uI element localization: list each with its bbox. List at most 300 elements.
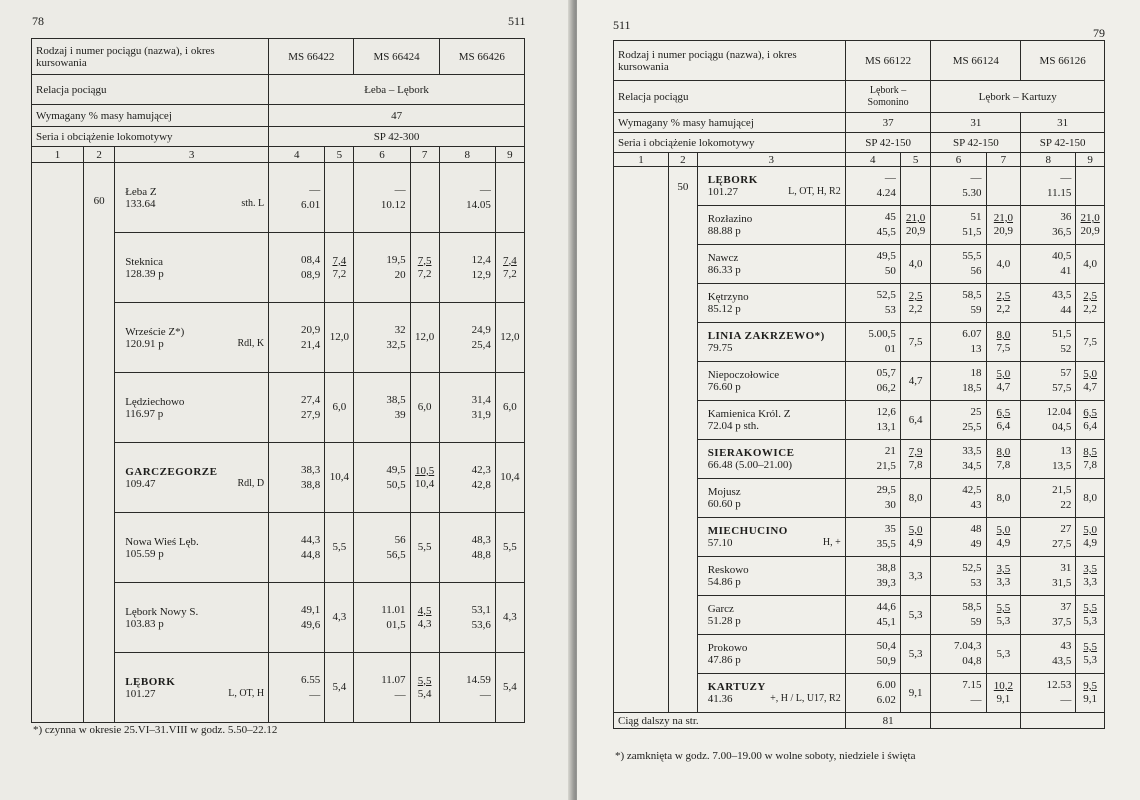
time-cell (269, 303, 325, 373)
station-cell (697, 206, 845, 245)
station-km-line (125, 408, 264, 420)
departure-time: 14.05 (466, 198, 491, 211)
run-time-cell (410, 163, 439, 233)
arrival-time: 6.00 (876, 679, 896, 691)
departure-time: 37,5 (1052, 616, 1072, 628)
departure-time: 43,5 (1052, 655, 1072, 667)
run-time (1083, 258, 1097, 271)
time-cell (1021, 362, 1076, 401)
run-time-cell (1076, 167, 1105, 206)
time-cell (931, 440, 986, 479)
run-time (330, 331, 349, 344)
station-name: Rozłazino (707, 213, 753, 225)
speed-value: 60 (84, 163, 115, 723)
time-cell (931, 635, 986, 674)
station-km-line (125, 688, 264, 700)
arrival-time: 11.01 (381, 603, 406, 616)
run-time (909, 446, 923, 472)
run-time-actual: 5,4 (332, 681, 347, 693)
departure-time: 11.15 (1047, 187, 1072, 199)
run-time-cell (900, 440, 931, 479)
time-cell (1021, 479, 1076, 518)
arrival-time: 14.59 (466, 673, 491, 686)
station-cell (697, 245, 845, 284)
station-cell (697, 323, 845, 362)
departure-time: 5.30 (962, 187, 982, 199)
departure-time: 27,9 (301, 408, 321, 421)
station-name: Garcz (707, 603, 734, 615)
time-cell (931, 479, 986, 518)
arrival-time: 49,1 (301, 603, 321, 616)
station-cell (697, 440, 845, 479)
run-time-cell (986, 167, 1021, 206)
station-km: 101.27 (707, 186, 738, 198)
station-km-line (708, 342, 841, 354)
arrival-time: 21 (884, 445, 896, 457)
arrival-time: 13 (1060, 445, 1072, 457)
arrival-time: 51,5 (1052, 328, 1072, 340)
run-time (997, 368, 1011, 394)
time-cell (845, 323, 900, 362)
brake-value: 31 (1021, 113, 1105, 133)
station-km-line (708, 225, 841, 237)
run-time-cell (495, 233, 524, 303)
station-km: 103.83 p (125, 617, 164, 630)
station-name: Kętrzyno (707, 291, 749, 303)
run-time-cell (1076, 596, 1105, 635)
run-time (909, 414, 923, 427)
arrival-time: — (1060, 172, 1072, 184)
departure-time: 4.24 (876, 187, 896, 199)
station-notes: sth. L (241, 197, 265, 209)
run-time-actual: 20,9 (1080, 225, 1100, 237)
time-cell (439, 303, 495, 373)
run-time (909, 492, 923, 505)
run-time-actual: 4,3 (332, 611, 347, 623)
station-km: 54.86 p (707, 576, 741, 588)
run-time-cell (900, 557, 931, 596)
departure-time: 36,5 (1052, 226, 1072, 238)
time-cell (931, 284, 986, 323)
run-time (1081, 212, 1100, 238)
run-time-actual: 5,3 (996, 615, 1011, 627)
run-time-allowed: 5,0 (908, 524, 923, 536)
run-time (418, 541, 432, 554)
station-km-line (708, 498, 841, 510)
run-time-allowed: 6,5 (1083, 407, 1098, 419)
station-km-line (708, 420, 841, 432)
arrival-time: — (970, 172, 982, 184)
run-time-actual: 5,3 (908, 608, 923, 621)
run-time-cell (900, 635, 931, 674)
run-time-allowed: 7,5 (417, 254, 432, 267)
departure-time: 6.02 (876, 694, 896, 706)
run-time-cell (900, 479, 931, 518)
time-cell (1021, 245, 1076, 284)
run-time-allowed: 10,2 (993, 680, 1014, 692)
run-time-actual: 3,3 (996, 576, 1011, 588)
time-cell (354, 653, 410, 723)
run-time (997, 492, 1011, 505)
relation-label: Relacja pociągu (614, 81, 846, 113)
run-time-cell (1076, 557, 1105, 596)
station-name: Nawcz (707, 252, 739, 264)
run-time-cell (986, 284, 1021, 323)
run-time-actual: 12,0 (329, 331, 349, 343)
time-cell (931, 362, 986, 401)
run-time-cell (325, 583, 354, 653)
run-time-cell (986, 557, 1021, 596)
time-cell (269, 583, 325, 653)
arrival-time: 38,5 (386, 393, 406, 406)
time-cell (1021, 557, 1076, 596)
station-km-line (708, 654, 841, 666)
column-number: 8 (1021, 153, 1076, 167)
time-cell (845, 479, 900, 518)
speed-value: 50 (669, 167, 698, 713)
run-time (418, 605, 432, 631)
run-time-actual: 7,8 (908, 459, 923, 471)
departure-time: 51,5 (962, 226, 982, 238)
timetable-body (32, 163, 525, 723)
station-name: LĘBORK (707, 174, 758, 186)
run-time-cell (325, 233, 354, 303)
run-time (997, 258, 1011, 271)
run-time (909, 290, 923, 316)
time-cell (1021, 323, 1076, 362)
station-km: 105.59 p (125, 547, 164, 560)
arrival-time: 53,1 (471, 603, 491, 616)
run-time-allowed: 5,5 (1083, 602, 1098, 614)
loco-value: SP 42-150 (845, 133, 931, 153)
timetable-right (613, 40, 1105, 729)
station-cell (697, 674, 845, 713)
station-cell (115, 443, 269, 513)
run-time-actual: 20,9 (906, 225, 926, 237)
arrival-time: 55,5 (962, 250, 982, 262)
station-km-line (125, 618, 264, 630)
run-time-allowed: 8,0 (996, 446, 1011, 458)
arrival-time: 6.55 (301, 673, 321, 686)
column-number: 9 (495, 147, 524, 163)
departure-time: 43 (970, 499, 982, 511)
station-cell (697, 362, 845, 401)
time-cell (845, 167, 900, 206)
time-cell (354, 163, 410, 233)
station-name: Łeba Z (125, 185, 157, 198)
run-time (332, 401, 346, 414)
time-cell (269, 513, 325, 583)
station-km-line (125, 548, 264, 560)
run-time-cell (325, 373, 354, 443)
arrival-time: 38,3 (301, 463, 321, 476)
run-time-actual: 5,3 (1083, 654, 1098, 666)
column-number: 7 (410, 147, 439, 163)
run-time-cell (986, 362, 1021, 401)
station-name: SIERAKOWICE (707, 447, 795, 459)
run-time (503, 401, 517, 414)
departure-time: 50 (884, 265, 896, 277)
departure-time: 53 (970, 577, 982, 589)
departure-time: 52 (1060, 343, 1072, 355)
arrival-time: 12,6 (876, 406, 896, 418)
time-cell (845, 635, 900, 674)
arrival-time: 35 (884, 523, 896, 535)
departure-time: 45,5 (876, 226, 896, 238)
time-cell (354, 583, 410, 653)
run-time (1083, 492, 1097, 505)
run-time-allowed: 21,0 (906, 212, 926, 224)
station-km-line (708, 576, 841, 588)
arrival-time: 51 (970, 211, 982, 223)
time-cell (1021, 674, 1076, 713)
time-cell (845, 401, 900, 440)
arrival-time: 27,4 (301, 393, 321, 406)
relation-value: Lębork – Kartuzy (931, 81, 1105, 113)
station-km-line (708, 459, 841, 471)
run-time-actual: 5,4 (503, 681, 517, 693)
run-time-actual: 7,5 (996, 342, 1011, 354)
column-number: 2 (669, 153, 698, 167)
time-cell (931, 557, 986, 596)
run-time-allowed: 5,0 (1083, 524, 1098, 536)
run-time-cell (495, 653, 524, 723)
run-time-actual: 2,2 (1083, 303, 1098, 315)
run-time-cell (1076, 401, 1105, 440)
departure-time: 35,5 (876, 538, 896, 550)
run-time-allowed: 8,0 (996, 329, 1011, 341)
run-time-cell (900, 284, 931, 323)
run-time-cell (1076, 206, 1105, 245)
run-time (503, 611, 517, 624)
run-time-cell (410, 373, 439, 443)
station-km-line (708, 615, 841, 627)
run-time-cell (1076, 323, 1105, 362)
run-time-allowed: 5,5 (1083, 641, 1098, 653)
run-time-actual: 9,1 (1083, 693, 1098, 705)
station-km: 88.88 p (707, 225, 741, 237)
time-cell (439, 653, 495, 723)
station-notes: L, OT, H (228, 687, 265, 699)
run-time-cell (900, 245, 931, 284)
blank-column (32, 163, 84, 723)
run-time-cell (495, 583, 524, 653)
station-notes: Rdl, K (237, 337, 265, 349)
arrival-time: 52,5 (876, 289, 896, 301)
run-time (503, 681, 517, 694)
station-notes: +, H / L, U17, R2 (770, 693, 841, 704)
arrival-time: 18 (970, 367, 982, 379)
departure-time: 01 (884, 343, 896, 355)
run-time-actual: 7,5 (1083, 335, 1098, 348)
time-cell (354, 443, 410, 513)
run-time (332, 255, 346, 281)
run-time-cell (1076, 362, 1105, 401)
station-km-line (125, 478, 264, 490)
station-km: 109.47 (125, 477, 156, 490)
run-time-actual: 5,5 (417, 541, 432, 553)
run-time-allowed: 3,5 (996, 563, 1011, 575)
station-km-line (708, 264, 841, 276)
station-km: 72.04 p sth. (707, 420, 760, 432)
departure-time: 13,1 (876, 421, 896, 433)
departure-time: 18,5 (962, 382, 982, 394)
arrival-time: 11.07 (381, 673, 406, 686)
run-time-actual: 4,9 (908, 537, 923, 549)
departure-time: — (394, 688, 406, 701)
arrival-time: 31 (1060, 562, 1072, 574)
blank-column (614, 167, 669, 713)
run-time-cell (495, 373, 524, 443)
run-time-actual: 5,3 (1083, 615, 1098, 627)
run-time-actual: 20,9 (993, 225, 1014, 237)
run-time (418, 675, 432, 701)
time-cell (354, 513, 410, 583)
time-cell (1021, 596, 1076, 635)
station-cell (115, 303, 269, 373)
arrival-time: 7.15 (962, 679, 982, 691)
run-time-allowed: 3,5 (1083, 563, 1098, 575)
run-time-actual: 12,0 (414, 331, 435, 343)
run-time-cell (986, 479, 1021, 518)
departure-time: 39 (394, 408, 406, 421)
run-time-cell (900, 674, 931, 713)
arrival-time: 48 (970, 523, 982, 535)
station-cell (115, 163, 269, 233)
run-time-actual: 5,3 (908, 647, 923, 660)
departure-time: 41 (1060, 265, 1072, 277)
run-time-cell (986, 245, 1021, 284)
arrival-time: — (479, 183, 491, 196)
run-time-cell (325, 443, 354, 513)
arrival-time: 56 (394, 533, 406, 546)
run-time-actual: 7,8 (1083, 459, 1098, 471)
run-time (997, 290, 1011, 316)
run-time-actual: 10,4 (414, 477, 435, 490)
run-time-cell (410, 513, 439, 583)
time-cell (269, 373, 325, 443)
time-cell (845, 557, 900, 596)
departure-time: 48,8 (471, 548, 491, 561)
station-cell (697, 557, 845, 596)
time-cell (354, 303, 410, 373)
departure-time: 38,8 (301, 478, 321, 491)
train-number: MS 66424 (354, 39, 439, 75)
station-km-line (125, 198, 264, 210)
run-time (332, 541, 346, 554)
run-time-cell (986, 206, 1021, 245)
time-cell (1021, 167, 1076, 206)
station-name: Reskowo (707, 564, 749, 576)
run-time-actual: 4,0 (1083, 257, 1098, 270)
time-cell (1021, 518, 1076, 557)
station-cell (697, 401, 845, 440)
page-number: 78 (32, 14, 44, 28)
departure-time: 12,9 (471, 268, 491, 281)
run-time-cell (1076, 479, 1105, 518)
right-page (577, 0, 1140, 800)
station-name: MIECHUCINO (707, 525, 788, 537)
station-km: 41.36 (707, 693, 733, 705)
column-number: 1 (614, 153, 669, 167)
run-time (1083, 524, 1097, 550)
station-km: 60.60 p (707, 498, 741, 510)
brake-label: Wymagany % masy hamującej (614, 113, 846, 133)
run-time-actual: 4,0 (908, 257, 923, 270)
departure-time: 56 (970, 265, 982, 277)
run-time (332, 681, 346, 694)
time-cell (931, 596, 986, 635)
station-name: Nowa Wieś Lęb. (125, 535, 199, 548)
departure-time: 59 (970, 616, 982, 628)
run-time-allowed: 2,5 (908, 290, 923, 302)
run-time-cell (900, 518, 931, 557)
time-cell (439, 583, 495, 653)
arrival-time: 12.04 (1046, 406, 1072, 418)
time-cell (439, 443, 495, 513)
station-km: 57.10 (707, 537, 733, 549)
run-time-actual: 7,5 (908, 335, 923, 348)
arrival-time: 37 (1060, 601, 1072, 613)
station-name: Prokowo (707, 642, 748, 654)
run-time-cell (495, 443, 524, 513)
run-time-cell (1076, 518, 1105, 557)
station-notes: L, OT, H, R2 (788, 186, 841, 197)
column-number: 8 (439, 147, 495, 163)
station-cell (115, 233, 269, 303)
station-km-line (708, 537, 841, 549)
time-cell (1021, 635, 1076, 674)
station-name: Kamienica Król. Z (707, 408, 791, 420)
run-time-cell (325, 163, 354, 233)
run-time-actual: 7,2 (503, 267, 517, 280)
station-row (32, 163, 525, 233)
departure-time: 6.01 (301, 198, 321, 211)
station-km: 66.48 (5.00–21.00) (707, 459, 793, 471)
arrival-time: 43 (1060, 640, 1072, 652)
station-km-line (125, 268, 264, 280)
run-time (1083, 368, 1097, 394)
run-time (909, 570, 923, 583)
arrival-time: 20,9 (301, 323, 321, 336)
run-time (997, 524, 1011, 550)
time-cell (931, 674, 986, 713)
run-time-allowed: 5,0 (996, 368, 1011, 380)
run-time-actual: 4,3 (417, 617, 432, 630)
station-km-line (708, 381, 841, 393)
arrival-time: — (394, 183, 406, 196)
relation-value: Łeba – Lębork (269, 75, 525, 105)
run-time-actual: 6,0 (332, 401, 347, 413)
station-km-line (708, 303, 841, 315)
run-time-allowed: 7,4 (332, 254, 347, 267)
run-time-cell (1076, 674, 1105, 713)
run-time (997, 648, 1011, 661)
arrival-time: 33,5 (962, 445, 982, 457)
footnote: *) zamknięta w godz. 7.00–19.00 w wolne soboty, niedziele i święta (615, 750, 916, 762)
time-cell (931, 206, 986, 245)
run-time-actual: 4,9 (996, 537, 1011, 549)
relation-label: Relacja pociągu (32, 75, 269, 105)
column-number: 7 (986, 153, 1021, 167)
run-time (1083, 407, 1097, 433)
brake-label: Wymagany % masy hamującej (32, 105, 269, 127)
run-time (997, 407, 1011, 433)
arrival-time: 45 (884, 211, 896, 223)
run-time-cell (1076, 440, 1105, 479)
run-time-cell (410, 303, 439, 373)
run-time (997, 602, 1011, 628)
